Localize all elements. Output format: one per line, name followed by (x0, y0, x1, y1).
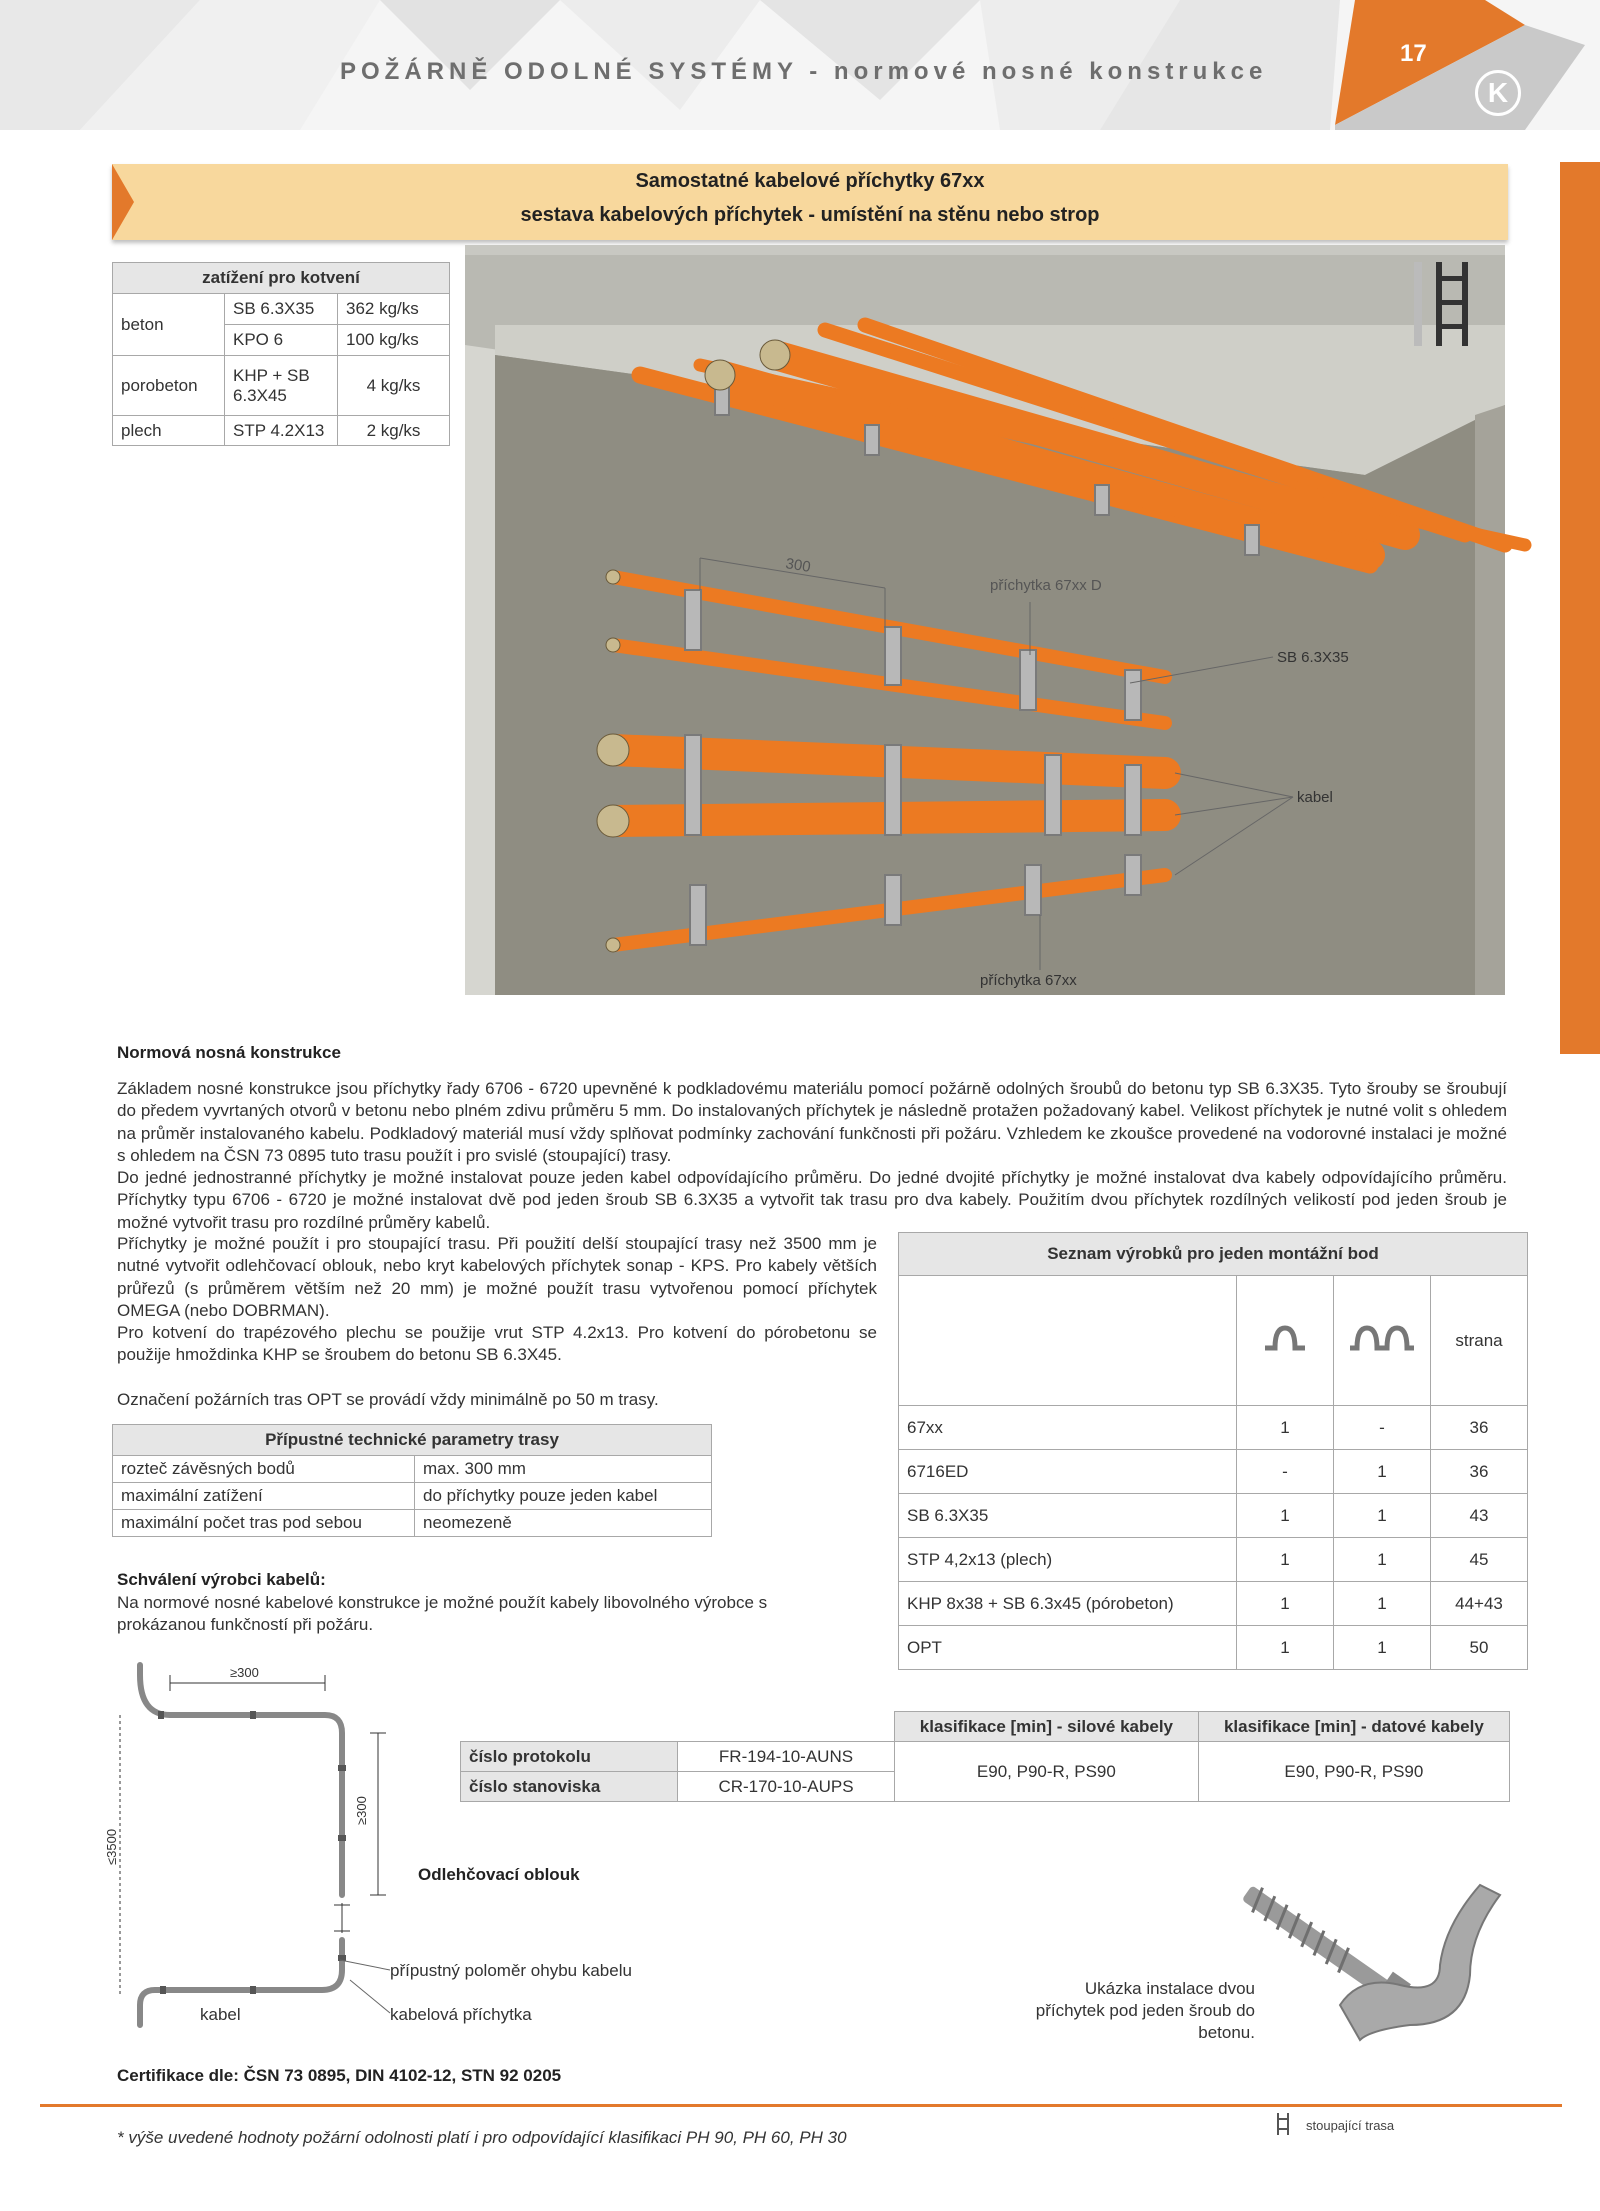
double-clip-icon (1334, 1276, 1431, 1406)
legend-rising-route: stoupající trasa (1306, 2118, 1395, 2133)
load-cell: 4 kg/ks (338, 356, 450, 416)
banner-arrow-icon (112, 164, 134, 240)
cable-route-illustration (465, 245, 1505, 995)
product-cell: OPT (899, 1626, 1237, 1670)
section-text-left (117, 1233, 877, 1411)
product-cell: 1 (1237, 1582, 1334, 1626)
banner-title: Samostatné kabelové příchytky 67xx (635, 170, 985, 192)
class-row-key: číslo stanoviska (461, 1772, 678, 1802)
params-cell: maximální počet tras pod sebou (113, 1510, 415, 1537)
product-cell: 1 (1334, 1582, 1431, 1626)
products-table-title: Seznam výrobků pro jeden montážní bod (899, 1233, 1528, 1276)
product-cell: 1 (1237, 1626, 1334, 1670)
params-cell: max. 300 mm (415, 1456, 712, 1483)
classification-table (460, 1711, 1510, 1802)
diagram-label-radius: přípustný poloměr ohybu kabelu (390, 1961, 632, 1980)
product-cell: 1 (1334, 1494, 1431, 1538)
class-row-val: CR-170-10-AUPS (678, 1772, 895, 1802)
logo-letter: K (1487, 77, 1509, 108)
single-clip-icon (1237, 1276, 1334, 1406)
load-cell: 100 kg/ks (338, 325, 450, 356)
approval-text: Na normové nosné kabelové konstrukce je možné použít kabely libovolného výrobce s prokázanou funkčností při požáru. (117, 1593, 768, 1635)
load-cell: plech (113, 416, 225, 446)
class-row-val: FR-194-10-AUNS (678, 1742, 895, 1772)
footer-divider (40, 2104, 1562, 2107)
class-power-value: E90, P90-R, PS90 (895, 1742, 1199, 1802)
paragraph: Příchytky je možné použít i pro stoupající trasu. Při použití delší stoupající trasy než 3500 mm je nutné vytvořit odlehčovací oblouk, nebo kryt kabelových příchytek sonap - KPS. Pro kabely větších průřezů (s průměrem větším než 20 mm) je možné použít trasu vytvořenou pomocí příchytek OMEGA (nebo DOBRMAN). (117, 1234, 877, 1320)
brand-logo (1475, 70, 1521, 116)
diagram-label-cable: kabel (200, 2005, 241, 2024)
photo-caption: Ukázka instalace dvou příchytek pod jeden šroub do betonu. (1035, 1979, 1255, 2042)
diagram-dim-top: ≥300 (230, 1665, 259, 1680)
side-accent-bar (1560, 162, 1600, 1054)
class-head-power: klasifikace [min] - silové kabely (895, 1712, 1199, 1742)
load-cell: porobeton (113, 356, 225, 416)
page-number: 17 (1400, 40, 1427, 67)
approval-heading: Schválení výrobci kabelů: (117, 1570, 326, 1589)
params-cell: maximální zatížení (113, 1483, 415, 1510)
diagram-leaders (330, 1955, 400, 2015)
banner-subtitle: sestava kabelových příchytek - umístění na stěnu nebo strop (520, 204, 1100, 226)
params-table-title: Přípustné technické parametry trasy (113, 1425, 712, 1456)
load-cell: KHP + SB 6.3X45 (225, 356, 338, 416)
dim-300-label: 300 (784, 555, 812, 576)
ladder-icon (1412, 262, 1482, 346)
product-cell: STP 4,2x13 (plech) (899, 1538, 1237, 1582)
load-cell: STP 4.2X13 (225, 416, 338, 446)
label-prichytka: příchytka 67xx (980, 972, 1077, 989)
products-table (898, 1232, 1528, 1670)
load-cell: SB 6.3X35 (225, 294, 338, 325)
diagram-title: Odlehčovací oblouk (418, 1865, 580, 1884)
product-cell: KHP 8x38 + SB 6.3x45 (pórobeton) (899, 1582, 1237, 1626)
params-cell: rozteč závěsných bodů (113, 1456, 415, 1483)
product-cell: 6716ED (899, 1450, 1237, 1494)
products-header-blank (899, 1276, 1237, 1406)
load-cell: 362 kg/ks (338, 294, 450, 325)
params-cell: do příchytky pouze jeden kabel (415, 1483, 712, 1510)
label-sb: SB 6.3X35 (1277, 649, 1349, 666)
load-table (112, 262, 450, 446)
class-row-key: číslo protokolu (461, 1742, 678, 1772)
load-cell: beton (113, 294, 225, 356)
class-head-data: klasifikace [min] - datové kabely (1198, 1712, 1509, 1742)
load-cell: KPO 6 (225, 325, 338, 356)
product-cell: 1 (1237, 1406, 1334, 1450)
product-cell: 45 (1431, 1538, 1528, 1582)
paragraph: Základem nosné konstrukce jsou příchytky řady 6706 - 6720 upevněné k podkladovému materiálu pomocí požárně odolných šroubů do betonu typ SB 6.3X35. Tyto šrouby se šroubují do předem vyvrtaných otvorů v betonu nebo plném zdivu průměru 5 mm. Do instalovaných příchytek je následně protažen požadovaný kabel. Velikost příchytek je nutné volit s ohledem na průměr instalovaného kabelu. Podkladový materiál musí vždy splňovat podmínky zachování funkčnosti při požáru. Vzhledem ke zkoušce provedené na vodorovné instalaci je možné s ohledem na ČSN 73 0895 tuto trasu použít i pro svislé (stoupající) trasy. (117, 1079, 1507, 1165)
params-cell: neomezeně (415, 1510, 712, 1537)
product-cell: 1 (1334, 1450, 1431, 1494)
section-text (117, 1078, 1507, 1234)
product-cell: 67xx (899, 1406, 1237, 1450)
product-cell: 36 (1431, 1450, 1528, 1494)
product-cell: 1 (1237, 1538, 1334, 1582)
product-cell: 50 (1431, 1626, 1528, 1670)
diagram-label-clip: kabelová příchytka (390, 2005, 532, 2024)
product-cell: 1 (1334, 1538, 1431, 1582)
label-prichytka-d: příchytka 67xx D (990, 577, 1102, 594)
load-table-title: zatížení pro kotvení (113, 263, 450, 294)
load-cell: 2 kg/ks (338, 416, 450, 446)
product-cell: SB 6.3X35 (899, 1494, 1237, 1538)
paragraph: Označení požárních tras OPT se provádí vždy minimálně po 50 m trasy. (117, 1389, 659, 1409)
diagram-dim-left: ≤3500 (104, 1828, 119, 1865)
rising-route-icon (1275, 2113, 1291, 2135)
section-heading: Normová nosná konstrukce (117, 1043, 341, 1062)
paragraph: Do jedné jednostranné příchytky je možné instalovat pouze jeden kabel odpovídajícího průměru. Do jedné dvojité příchytky je možné instalovat dva kabely odpovídajícího průměru. Příchytky typu 6706 - 6720 je možné instalovat dvě pod jeden šroub SB 6.3X35 a vytvořit tak trasu pro dva kabely. Použitím dvou příchytek rozdílných velikostí pod jeden šroub je možné vytvořit trasu pro rozdílné průměry kabelů. (117, 1168, 1507, 1232)
product-cell: - (1334, 1406, 1431, 1450)
footnote: * výše uvedené hodnoty požární odolnosti platí i pro odpovídající klasifikaci PH 90, PH 60, PH 30 (117, 2128, 847, 2147)
product-cell: 44+43 (1431, 1582, 1528, 1626)
header-title: POŽÁRNĚ ODOLNÉ SYSTÉMY - normové nosné konstrukce (340, 58, 1268, 85)
product-cell: 43 (1431, 1494, 1528, 1538)
product-cell: 36 (1431, 1406, 1528, 1450)
label-kabel: kabel (1297, 789, 1333, 806)
products-col-page: strana (1431, 1276, 1528, 1406)
params-table (112, 1424, 712, 1537)
diagram-dim-right: ≥300 (354, 1796, 369, 1825)
class-blank (461, 1712, 895, 1742)
product-cell: 1 (1334, 1626, 1431, 1670)
screw-clip-photo (1210, 1865, 1530, 2065)
title-banner (112, 164, 1508, 240)
certification: Certifikace dle: ČSN 73 0895, DIN 4102-12, STN 92 0205 (117, 2066, 562, 2085)
product-cell: - (1237, 1450, 1334, 1494)
product-cell: 1 (1237, 1494, 1334, 1538)
class-data-value: E90, P90-R, PS90 (1198, 1742, 1509, 1802)
paragraph: Pro kotvení do trapézového plechu se použije vrut STP 4.2x13. Pro kotvení do pórobetonu se použije hmoždinka KHP se šroubem do betonu SB 6.3X45. (117, 1323, 877, 1365)
